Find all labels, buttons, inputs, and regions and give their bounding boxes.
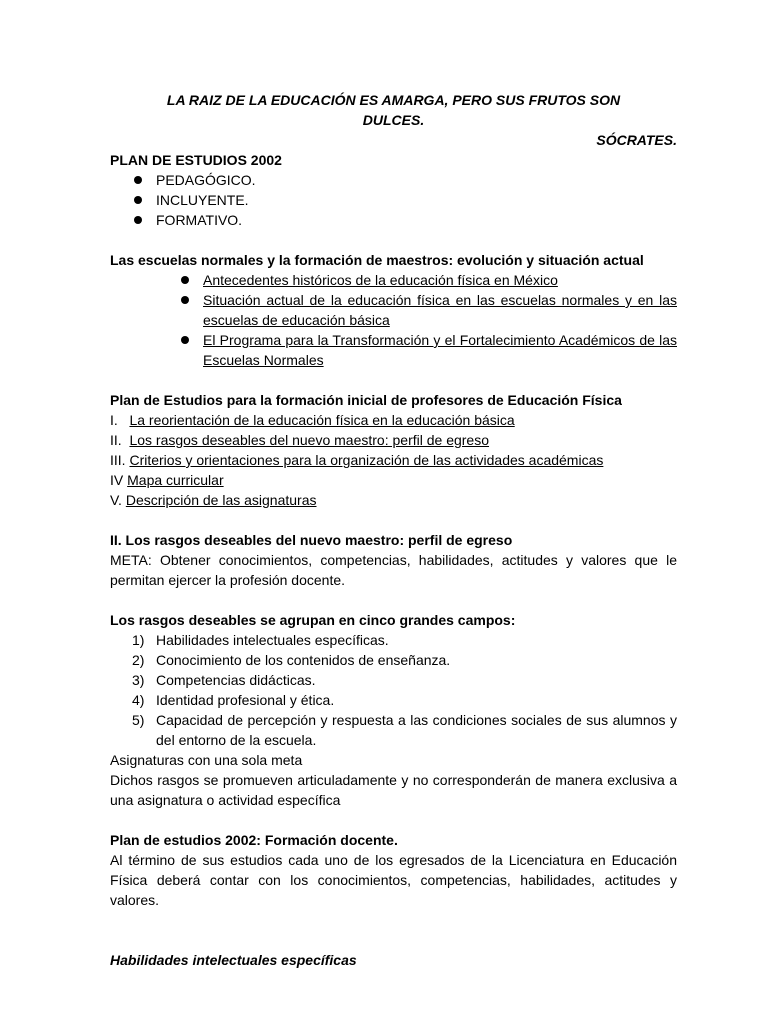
plan-ef-heading: Plan de Estudios para la formación inicial de profesores de Educación Física xyxy=(110,392,622,408)
plan-ef-link[interactable]: La reorientación de la educación física en la educación básica xyxy=(129,412,515,428)
plan-2002-heading: PLAN DE ESTUDIOS 2002 xyxy=(110,152,282,168)
bullet-icon xyxy=(134,176,142,184)
list-item: 5) Capacidad de percepción y respuesta a las condiciones sociales de sus alumnos y del entorno de la escuela. xyxy=(132,712,677,748)
plan-ef-item-2[interactable]: II. Los rasgos deseables del nuevo maestro: perfil de egreso xyxy=(110,432,490,448)
formacion-text: Al término de sus estudios cada uno de los egresados de la Licenciatura en Educación Física deberá contar con los conocimientos, competencias, habilidades, actitudes y valores. xyxy=(110,852,677,908)
list-item: 2) Conocimiento de los contenidos de enseñanza. xyxy=(132,652,451,668)
bullet-icon xyxy=(181,336,189,344)
campos-list xyxy=(110,630,677,750)
bullet-icon xyxy=(134,216,142,224)
plan-ef-link[interactable]: Criterios y orientaciones para la organización de las actividades académicas xyxy=(129,452,604,468)
normales-heading: Las escuelas normales y la formación de maestros: evolución y situación actual xyxy=(110,252,644,268)
habilidades-heading: Habilidades intelectuales específicas xyxy=(110,952,357,968)
plan-ef-item-4[interactable]: IV Mapa curricular xyxy=(110,472,224,488)
campos-note-1: Asignaturas con una sola meta xyxy=(110,752,303,768)
rasgos-heading: II. Los rasgos deseables del nuevo maestro: perfil de egreso xyxy=(110,532,513,548)
list-item: INCLUYENTE. xyxy=(110,190,677,210)
campos-note-2: Dichos rasgos se promueven articuladamente y no corresponderán de manera exclusiva a una asignatura o actividad específica xyxy=(110,772,677,808)
plan-ef-link[interactable]: Los rasgos deseables del nuevo maestro: perfil de egreso xyxy=(129,432,490,448)
plan-ef-item-5[interactable]: V. Descripción de las asignaturas xyxy=(110,492,317,508)
campos-heading: Los rasgos deseables se agrupan en cinco grandes campos: xyxy=(110,612,516,628)
normales-link-situacion[interactable]: Situación actual de la educación física en las escuelas normales y en las escuelas de educación básica xyxy=(203,292,677,328)
plan-ef-item-3[interactable]: III. Criterios y orientaciones para la organización de las actividades académicas xyxy=(110,452,604,468)
bullet-icon xyxy=(134,196,142,204)
list-item[interactable] xyxy=(110,270,677,290)
plan-ef-link[interactable]: Descripción de las asignaturas xyxy=(125,492,317,508)
normales-links xyxy=(110,270,677,370)
rasgos-meta: META: Obtener conocimientos, competencias, habilidades, actitudes y valores que le permitan ejercer la profesión docente. xyxy=(110,552,677,588)
list-item: 3) Competencias didácticas. xyxy=(132,672,316,688)
epigraph-author: SÓCRATES. xyxy=(596,132,677,148)
plan-ef-link[interactable]: Mapa curricular xyxy=(127,472,224,488)
list-item: 4) Identidad profesional y ética. xyxy=(132,692,335,708)
plan-2002-list xyxy=(110,170,677,230)
normales-link-antecedentes[interactable]: Antecedentes históricos de la educación física en México xyxy=(203,272,558,288)
list-item: PEDAGÓGICO. xyxy=(110,170,677,190)
normales-link-programa[interactable]: El Programa para la Transformación y el Fortalecimiento Académicos de las Escuelas Normales xyxy=(203,332,677,368)
list-item: FORMATIVO. xyxy=(110,210,677,230)
list-item[interactable] xyxy=(110,290,677,330)
list-item: 1) Habilidades intelectuales específicas. xyxy=(132,632,389,648)
epigraph-line-2: DULCES. xyxy=(362,112,425,128)
bullet-icon xyxy=(181,296,189,304)
epigraph-line-1: LA RAIZ DE LA EDUCACIÓN ES AMARGA, PERO SUS FRUTOS SON xyxy=(166,92,621,108)
plan-ef-item-1[interactable]: I. La reorientación de la educación física en la educación básica xyxy=(110,412,515,428)
formacion-heading: Plan de estudios 2002: Formación docente. xyxy=(110,832,398,848)
document-page xyxy=(110,90,677,970)
list-item[interactable] xyxy=(110,330,677,370)
bullet-icon xyxy=(181,276,189,284)
